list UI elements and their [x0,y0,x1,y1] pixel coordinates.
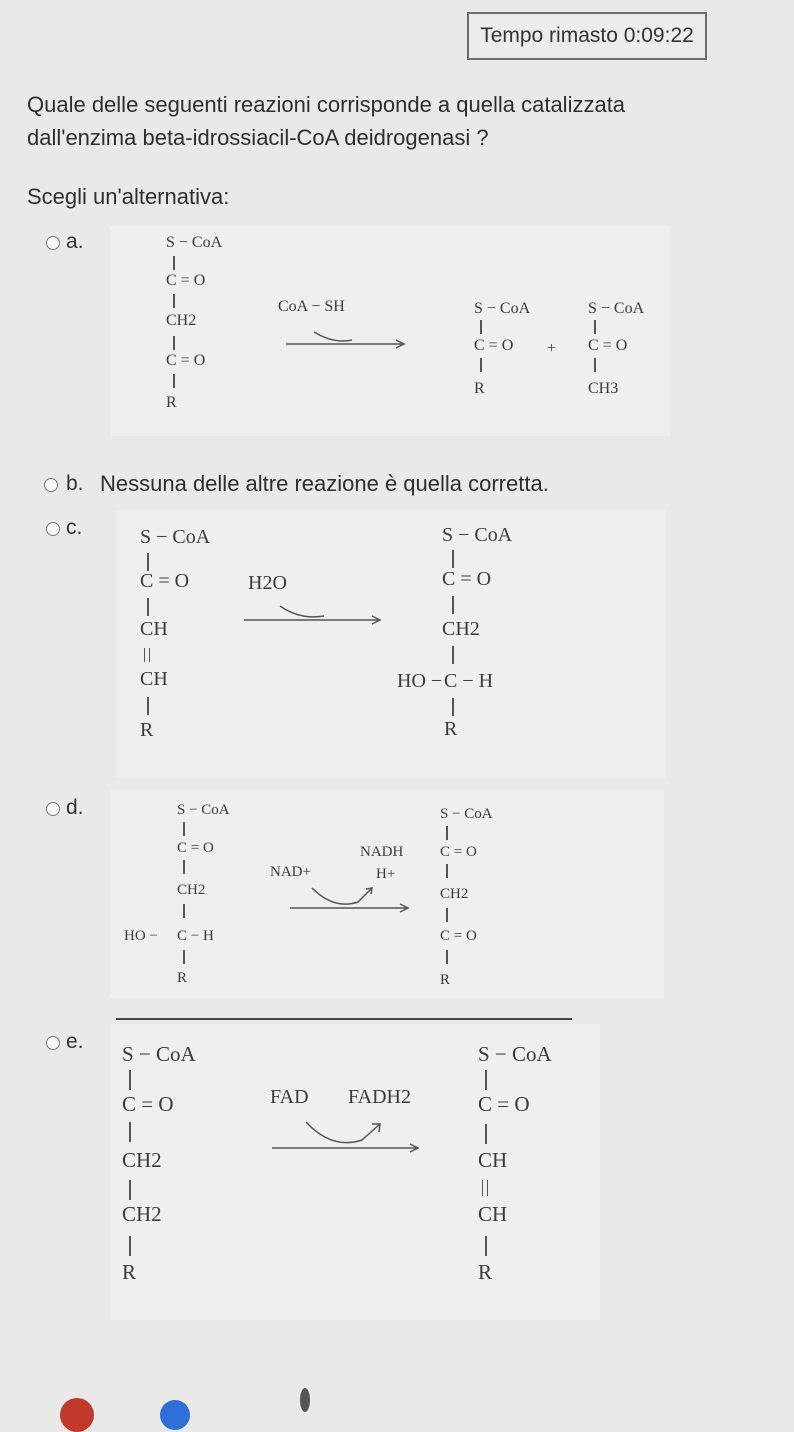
bond-line [446,950,448,964]
option-e-fadh2: FADH2 [348,1086,411,1108]
bond-line [173,374,175,388]
bond-line [452,698,454,716]
bond-line [129,1122,131,1142]
bond-line [485,1236,487,1256]
bond-line [485,1070,487,1090]
option-a-reactant-s-coa: S − CoA [166,234,223,251]
option-a-letter: a. [66,230,84,253]
bond-line [446,826,448,840]
bond-line [147,697,149,715]
option-d-letter: d. [66,796,84,819]
option-e-product-s-coa: S − CoA [478,1042,552,1066]
divider [116,1018,572,1020]
bond-line [446,908,448,922]
option-c-reactant-ch-2: CH [140,668,168,690]
question-line-2: dall'enzima beta-idrossiacil-CoA deidrogenasi ? [27,125,489,150]
option-e-image [110,1024,600,1320]
option-c-reactant-c-o: C = O [140,570,190,592]
bond-line [485,1124,487,1144]
option-a-product1-r: R [474,380,485,397]
bond-line [594,358,596,372]
option-a-reactant-r: R [166,394,177,411]
double-bond [144,648,150,662]
option-d-product-r: R [440,972,451,988]
option-c-reactant-s-coa: S − CoA [140,526,211,548]
option-c-reaction-arrow [244,602,384,626]
option-d-product-ch2: CH2 [440,886,469,902]
option-d-reactant-r: R [177,970,188,986]
bond-line [147,553,149,571]
option-d-reactant-ho: HO − [124,928,158,944]
option-a-product2-ch3: CH3 [588,380,619,397]
option-c-radio[interactable] [46,522,60,536]
bond-line [173,294,175,308]
bond-line [147,598,149,616]
option-a-radio[interactable] [46,236,60,250]
bond-line [183,950,185,964]
option-c-product-r: R [444,718,458,740]
bond-line [183,860,185,874]
handle-icon [300,1388,310,1412]
option-a-reactant-ch2: CH2 [166,312,197,329]
bond-line [129,1236,131,1256]
option-c-reactant-r: R [140,719,154,741]
option-d-nad-plus: NAD+ [270,864,311,880]
bond-line [480,358,482,372]
bond-line [173,256,175,270]
option-e-reactant-r: R [122,1260,137,1284]
bond-line [480,320,482,334]
bond-line [452,646,454,664]
option-d-reactant-c-h: C − H [177,928,214,944]
option-e-product-ch-2: CH [478,1202,508,1226]
option-e-product-ch-1: CH [478,1148,508,1172]
option-a-reaction-arrow [286,330,410,354]
option-b-radio[interactable] [44,478,58,492]
bond-line [452,596,454,614]
option-d-product-c-o-2: C = O [440,928,477,944]
option-c-reactant-ch-1: CH [140,618,168,640]
option-d-radio[interactable] [46,802,60,816]
option-e-reaction-arrow [272,1118,422,1158]
bond-line [594,320,596,334]
option-c-image [116,510,666,778]
double-bond [482,1180,488,1196]
option-e-product-c-o: C = O [478,1092,530,1116]
answer-prompt: Scegli un'alternativa: [27,184,230,209]
time-remaining-box [467,12,707,60]
option-e-reactant-s-coa: S − CoA [122,1042,196,1066]
option-c-product-ho: HO − [397,670,443,692]
option-d-reactant-c-o: C = O [177,840,214,856]
option-e-reactant-ch2-1: CH2 [122,1148,162,1172]
option-d-reactant-s-coa: S − CoA [177,802,230,818]
option-c-letter: c. [66,516,83,539]
bond-line [183,822,185,836]
option-e-reactant-c-o: C = O [122,1092,174,1116]
question-line-1: Quale delle seguenti reazioni corrisponde a quella catalizzata [27,92,626,117]
option-d-product-s-coa: S − CoA [440,806,493,822]
option-e-radio[interactable] [46,1036,60,1050]
option-b-text: Nessuna delle altre reazione è quella corretta. [100,471,549,496]
bond-line [129,1070,131,1090]
question-text [27,88,727,154]
bond-line [129,1180,131,1200]
option-a-product2-c-o: C = O [588,337,628,354]
time-remaining-label: Tempo rimasto 0:09:22 [480,24,694,47]
option-c-product-c-o: C = O [442,568,492,590]
option-c-reagent: H2O [248,572,287,594]
app-icon[interactable] [160,1400,190,1430]
bond-line [183,904,185,918]
option-e-fad: FAD [270,1086,309,1108]
option-a-plus: + [547,340,557,357]
bond-line [446,864,448,878]
option-d-h-plus: H+ [376,866,396,882]
app-icon[interactable] [60,1398,94,1432]
option-e-reactant-ch2-2: CH2 [122,1202,162,1226]
bond-line [452,550,454,568]
option-c-product-c-h: C − H [444,670,494,692]
option-d-product-c-o-1: C = O [440,844,477,860]
option-b-letter: b. [66,472,84,495]
option-a-product1-s-coa: S − CoA [474,300,531,317]
bond-line [173,336,175,350]
option-e-letter: e. [66,1030,84,1053]
option-a-product1-c-o: C = O [474,337,514,354]
option-a-product2-s-coa: S − CoA [588,300,645,317]
option-e-product-r: R [478,1260,493,1284]
option-d-nadh: NADH [360,844,404,860]
option-d-reactant-ch2: CH2 [177,882,206,898]
option-c-product-s-coa: S − CoA [442,524,513,546]
option-a-reactant-c-o-1: C = O [166,272,206,289]
option-d-reaction-arrow [290,884,414,914]
option-a-reactant-c-o-2: C = O [166,352,206,369]
option-c-product-ch2: CH2 [442,618,480,640]
option-a-reagent: CoA − SH [278,298,345,315]
